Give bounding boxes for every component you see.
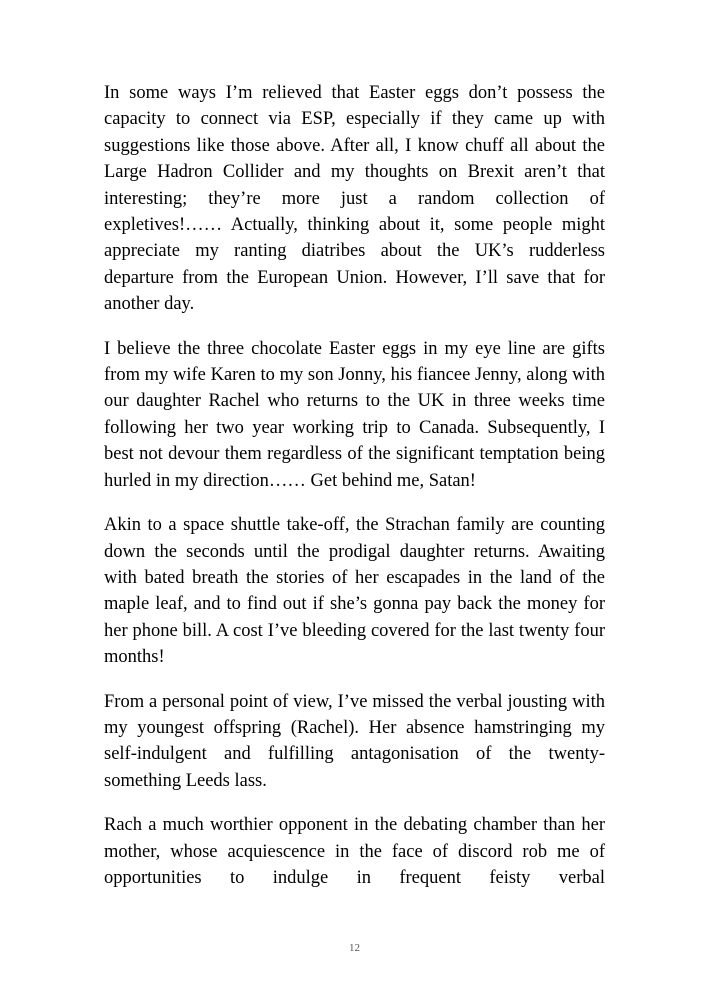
paragraph-2: I believe the three chocolate Easter eggs in my eye line are gifts from my wife Karen to my son Jonny, his fiancee Jenny, along with our daughter Rachel who returns to the UK in three weeks time following her two year working trip to Canada. Subsequently, I best not devour them regardless of the significant temptation being hurled in my direction…… Get behind me, Satan! <box>104 338 605 491</box>
paragraph-1: In some ways I’m relieved that Easter eggs don’t possess the capacity to connect via ESP, especially if they came up with suggestions like those above. After all, I know chuff all about the Large Hadron Collider and my thoughts on Brexit aren’t that interesting; they’re more just a random collection of expletives!…… Actually, thinking about it, some people might appreciate my ranting diatribes about the UK’s rudderless departure from the European Union. However, I’ll save that for another day. <box>104 83 605 315</box>
page-body <box>104 80 605 909</box>
paragraph-4: From a personal point of view, I’ve missed the verbal jousting with my youngest offspring (Rachel). Her absence hamstringing my self-indulgent and fulfilling antagonisation of the twenty-something Leeds lass. <box>104 691 605 791</box>
page-number: 12 <box>349 942 360 954</box>
paragraph-5: Rach a much worthier opponent in the debating chamber than her mother, whose acquiescence in the face of discord rob me of opportunities to indulge in frequent feisty verbal <box>104 815 605 888</box>
paragraph-3: Akin to a space shuttle take-off, the Strachan family are counting down the seconds until the prodigal daughter returns. Awaiting with bated breath the stories of her escapades in the land of the maple leaf, and to find out if she’s gonna pay back the money for her phone bill. A cost I’ve bleeding covered for the last twenty four months! <box>104 515 605 668</box>
